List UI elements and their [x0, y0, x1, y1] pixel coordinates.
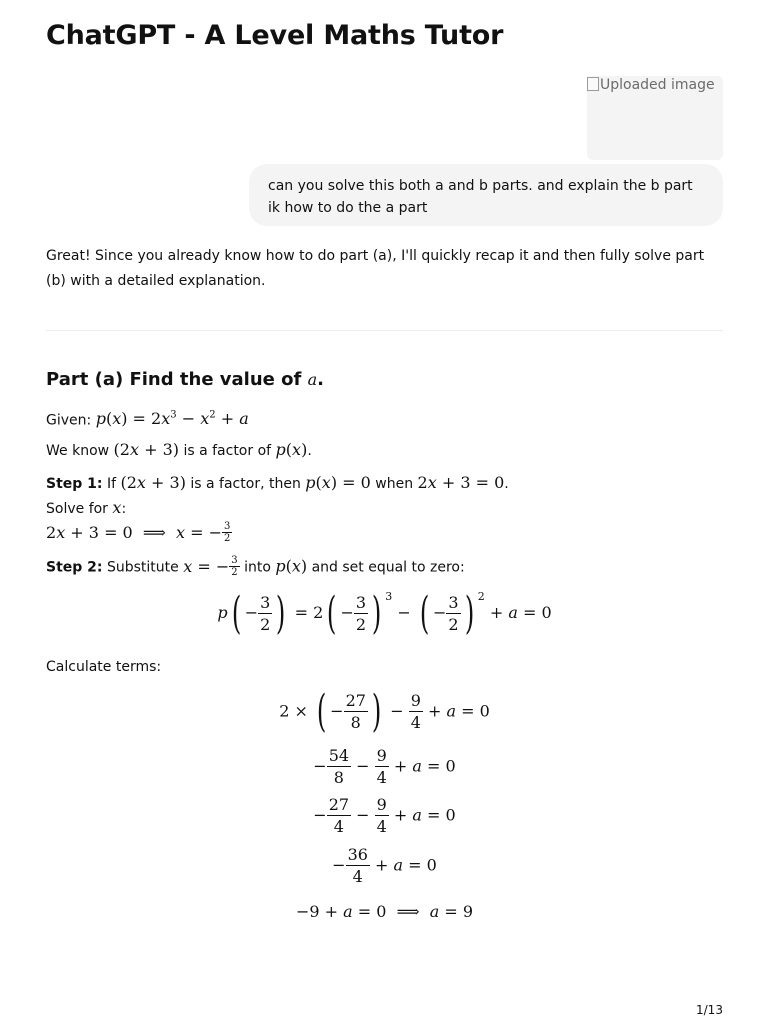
- calc-step-2: − $\frac{54}{8}$ − $\frac{9}{4}$ + a = 0: [313, 746, 456, 787]
- solve-equation: 2x + 3 = 0 ⟹ x = − $\frac{3}{2}$: [46, 521, 231, 544]
- solve-for-line: Solve for x:: [46, 498, 127, 517]
- calc-step-4: − $\frac{36}{4}$ + a = 0: [332, 845, 437, 886]
- user-message-text: can you solve this both a and b parts. and explain the b part ik how to do the a part: [268, 178, 693, 216]
- factor-statement: We know (2x + 3) is a factor of p(x).: [46, 440, 312, 459]
- calculate-terms-label: Calculate terms:: [46, 659, 162, 675]
- part-a-heading: Part (a) Find the value of a.: [46, 369, 325, 390]
- page-indicator: 1/13: [696, 1003, 723, 1017]
- step-2: Step 2: Substitute x = − $\frac{3}{2}$ into p(x) and set equal to zero:: [46, 555, 465, 578]
- uploaded-image-alt: Uploaded image: [587, 77, 715, 93]
- final-answer: −9 + a = 0 ⟹ a = 9: [295, 902, 474, 921]
- user-message-bubble: [249, 164, 723, 226]
- calc-step-1: 2 × ( − $\frac{27}{8}$ ) − $\frac{9}{4}$ + a = 0: [279, 686, 490, 737]
- step-1: Step 1: If (2x + 3) is a factor, then p(x) = 0 when 2x + 3 = 0.: [46, 473, 509, 492]
- divider: [46, 330, 723, 331]
- broken-image-icon: [587, 77, 599, 91]
- assistant-intro: Great! Since you already know how to do part (a), I'll quickly recap it and then fully solve part (b) with a detailed explanation.: [46, 248, 705, 289]
- given-line: Given: $p(x) = 2x^3 - x^2 + a$: [46, 409, 249, 429]
- uploaded-image[interactable]: [587, 76, 723, 160]
- calc-step-3: − $\frac{27}{4}$ − $\frac{9}{4}$ + a = 0: [313, 795, 456, 836]
- substitution-equation: p( − $\frac{3}{2}$ ) = 2( − $\frac{3}{2}$ ) $^3$ − ( − $\frac{3}{2}$ ) $^2$ + a = 0: [217, 587, 552, 639]
- page-title: ChatGPT - A Level Maths Tutor: [46, 20, 504, 51]
